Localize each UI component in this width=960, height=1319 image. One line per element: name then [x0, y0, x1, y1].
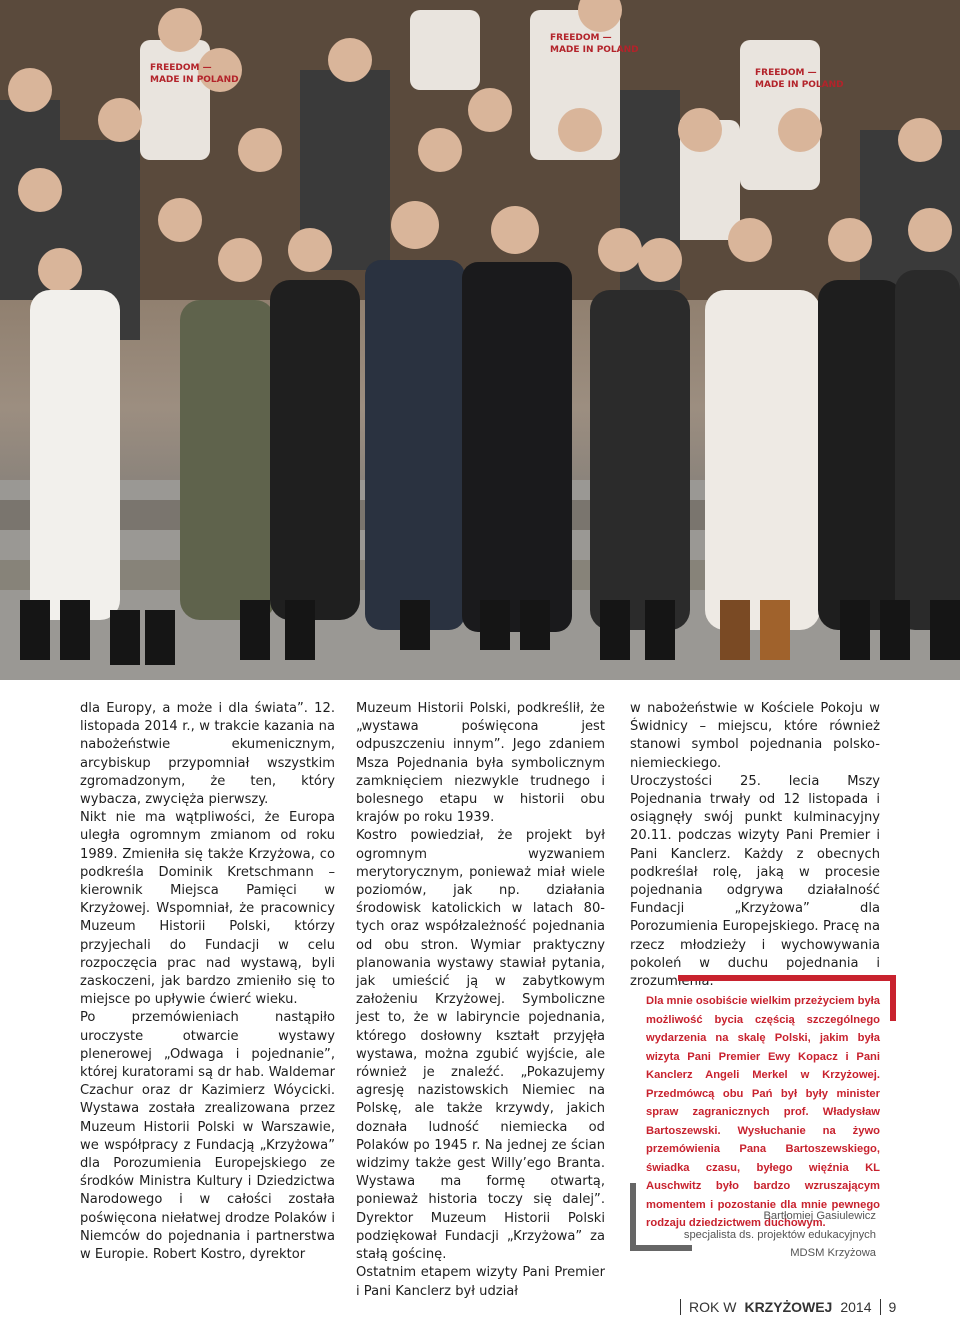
- tshirt-print-line1: FREEDOM —: [550, 33, 612, 43]
- footer-divider: [880, 1299, 881, 1315]
- tshirt-print-line1: FREEDOM —: [150, 63, 212, 73]
- paragraph: Po przemówieniach nastąpiło uroczyste otwarcie wystawy plenerowej „Odwaga i pojednanie”, której kuratorami są dr hab. Waldemar Czachur oraz dr Kazimierz Wóycicki. Wystawa została zrealizowana przez Muzeum Historii Polski w Warszawie, we współpracy z Fundacją „Krzyżowa” dla Porozumienia Europejskiego ze środków Ministra Kultury i Dziedzictwa Narodowego i w całości została poświęcona niełatwej drodze Polaków i Niemców do pojednania i partnerstwa w Europie. Robert Kostro, dyrektor: [80, 1010, 335, 1263]
- tshirt-print-line2: MADE IN POLAND: [550, 45, 639, 55]
- quote-author-org: MDSM Krzyżowa: [790, 1247, 876, 1259]
- paragraph: dla Europy, a może i dla świata”. 12. listopada 2014 r., w trakcie kazania na nabożeństwie ekumenicznym, arcybiskup przypomniał wszystkim zgromadzonym, że ten, który wybacza, zwycięża pierwszy.: [80, 701, 335, 808]
- footer-prefix: ROK W: [689, 1299, 737, 1315]
- quote-author-role: specjalista ds. projektów edukacyjnych: [683, 1228, 876, 1241]
- article-column-3: [630, 700, 880, 991]
- page-number: 9: [888, 1299, 897, 1315]
- quote-author: [656, 1207, 876, 1263]
- quote-author-name: Bartłomiej Gasiulewicz: [763, 1210, 876, 1222]
- footer-divider: [680, 1299, 681, 1315]
- paragraph: w nabożeństwie w Kościele Pokoju w Świdnicy – miejscu, które również stanowi symbol pojednania polsko-niemieckiego.: [630, 701, 880, 771]
- pull-quote: [630, 975, 890, 1259]
- article-column-2: [356, 700, 605, 1301]
- quote-text: Dla mnie osobiście wielkim przeżyciem była możliwość bycia częścią szczególnego wydarzenia na skalę Polski, jakim była wizyta Pani Premier Ewy Kopacz i Pani Kanclerz Angeli Merkel w Krzyżowej. Przedmówcą obu Pań był były minister spraw zagranicznych prof. Władysław Bartoszewski. Wysłuchanie na żywo przemówienia Pana Bartoszewskiego, świadka czasu, byłego więźnia KL Auschwitz było bardzo wzruszającym momentem i pozostanie dla mnie pewnego rodzaju dziedzictwem duchowym.: [646, 995, 880, 1229]
- paragraph: Muzeum Historii Polski, podkreślił, że „wystawa poświęcona jest odpuszczeniu innym”. Jego zdaniem Msza Pojednania była symbolicznym zamknięciem niezwykle trudnego i bolesnego etapu w historii obu krajów po roku 1939.: [356, 701, 605, 826]
- footer-brand: KRZYŻOWEJ: [744, 1299, 833, 1315]
- paragraph: Kostro powiedział, że projekt był ogromnym wyzwaniem merytorycznym, ponieważ miał wiele poziomów, jak np. działania środowisk katolickich w latach 80-tych oraz współzależność pojednania od obu stron. Wymiar praktyczny planowania wystawy stawiał pytania, jak umieścić ją w zabytkowym założeniu Krzyżowej. Symboliczne jest to, że w labiryncie pojednania, którego dosłowny kształt przyjęła wystawa, można zgubić wyjście, ale również je znaleźć. „Pokazujemy agresję nazistowskich Niemiec na Polskę, ale także krzywdy, jakich doznała ludność niemiecka od Polaków po 1945 r. Na jednej ze ścian widzimy także gest Willy’ego Branta. Wystawa ma formę otwartą, ponieważ historia toczy się dalej”. Dyrektor Muzeum Historii Polski podziękował Fundacji „Krzyżowa” za stałą gościnę.: [356, 828, 605, 1263]
- footer-year: 2014: [840, 1299, 872, 1315]
- paragraph: Ostatnim etapem wizyty Pani Premier i Pani Kanclerz był udział: [356, 1265, 605, 1299]
- paragraph: Uroczystości 25. lecia Mszy Pojednania trwały od 12 listopada i osiągnęły swój punkt kulminacyjny 20.11. podczas wizyty Pani Premier i Pani Kanclerz. Każdy z obecnych podkreślał rolę, jaką w procesie pojednania odgrywa działalność Fundacji „Krzyżowa” dla Porozumienia Europejskiego. Pracę na rzecz młodzieży i wychowywania pokoleń w duchu pojednania i zrozumienia.: [630, 773, 880, 990]
- article-column-1: [80, 700, 335, 1264]
- paragraph: Nikt nie ma wątpliwości, że Europa uległa ogromnym zmianom od roku 1989. Zmieniła się także Krzyżowa, co podkreśla Dominik Kretschmann – kierownik Miejsca Pamięci w Krzyżowej. Wspomniał, że pracownicy Muzeum Historii Polski, którzy przyjechali do Fundacji w celu rozpoczęcia prac nad wystawą, byli zaskoczeni, jak bardzo zmieniło się to miejsce po upływie ćwierć wieku.: [80, 810, 335, 1008]
- tshirt-print-line2: MADE IN POLAND: [150, 75, 239, 85]
- page-footer: [680, 1297, 896, 1317]
- tshirt-print-line2: MADE IN POLAND: [755, 80, 844, 90]
- tshirt-print-line1: FREEDOM —: [755, 68, 817, 78]
